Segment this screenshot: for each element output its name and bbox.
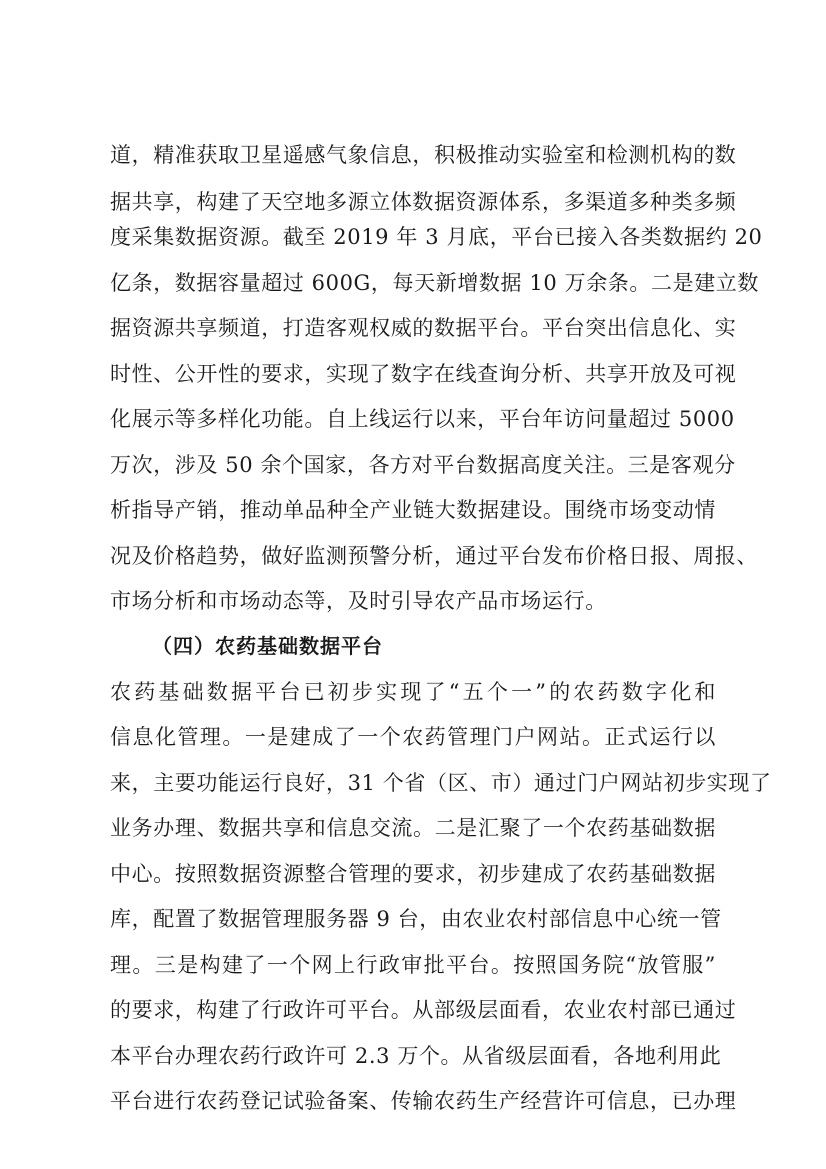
paragraph-line: 亿条，数据容量超过 600G，每天新增数据 10 万余条。二是建立数 xyxy=(110,271,760,295)
paragraph-line: 理。三是构建了一个网上行政审批平台。按照国务院“放管服” xyxy=(110,953,716,977)
paragraph-line: 据共享，构建了天空地多源立体数据资源体系，多渠道多种类多频 xyxy=(110,190,737,214)
paragraph-line: 中心。按照数据资源整合管理的要求，初步建成了农药基础数据 xyxy=(110,862,716,886)
paragraph-line: 化展示等多样化功能。自上线运行以来，平台年访问量超过 5000 xyxy=(110,407,735,431)
paragraph-line: 市场分析和市场动态等，及时引导农产品市场运行。 xyxy=(110,589,607,613)
paragraph-line: 信息化管理。一是建成了一个农药管理门户网站。正式运行以 xyxy=(110,725,716,749)
paragraph-line: 库，配置了数据管理服务器 9 台，由农业农村部信息中心统一管 xyxy=(110,907,722,931)
paragraph-line: 来，主要功能运行良好，31 个省（区、市）通过门户网站初步实现了 xyxy=(110,771,772,795)
section-heading: （四）农药基础数据平台 xyxy=(152,634,383,658)
paragraph-line: 况及价格趋势，做好监测预警分析，通过平台发布价格日报、周报、 xyxy=(110,544,758,568)
paragraph-line: 的要求，构建了行政许可平台。从部级层面看，农业农村部已通过 xyxy=(110,998,737,1022)
paragraph-line: 本平台办理农药行政许可 2.3 万个。从省级层面看，各地利用此 xyxy=(110,1044,722,1068)
paragraph-line: 道，精准获取卫星遥感气象信息，积极推动实验室和检测机构的数 xyxy=(110,143,737,167)
paragraph-line: 时性、公开性的要求，实现了数字在线查询分析、共享开放及可视 xyxy=(110,362,737,386)
paragraph-line: 平台进行农药登记试验备案、传输农药生产经营许可信息，已办理 xyxy=(110,1089,737,1113)
paragraph-line: 业务办理、数据共享和信息交流。二是汇聚了一个农药基础数据 xyxy=(110,816,716,840)
paragraph-line: 析指导产销，推动单品种全产业链大数据建设。围绕市场变动情 xyxy=(110,498,716,522)
paragraph-line: 度采集数据资源。截至 2019 年 3 月底，平台已接入各类数据约 20 xyxy=(110,225,763,249)
paragraph-line: 农药基础数据平台已初步实现了“五个一”的农药数字化和 xyxy=(110,680,716,704)
paragraph-line: 据资源共享频道，打造客观权威的数据平台。平台突出信息化、实 xyxy=(110,316,737,340)
paragraph-line: 万次，涉及 50 余个国家，各方对平台数据高度关注。三是客观分 xyxy=(110,453,736,477)
